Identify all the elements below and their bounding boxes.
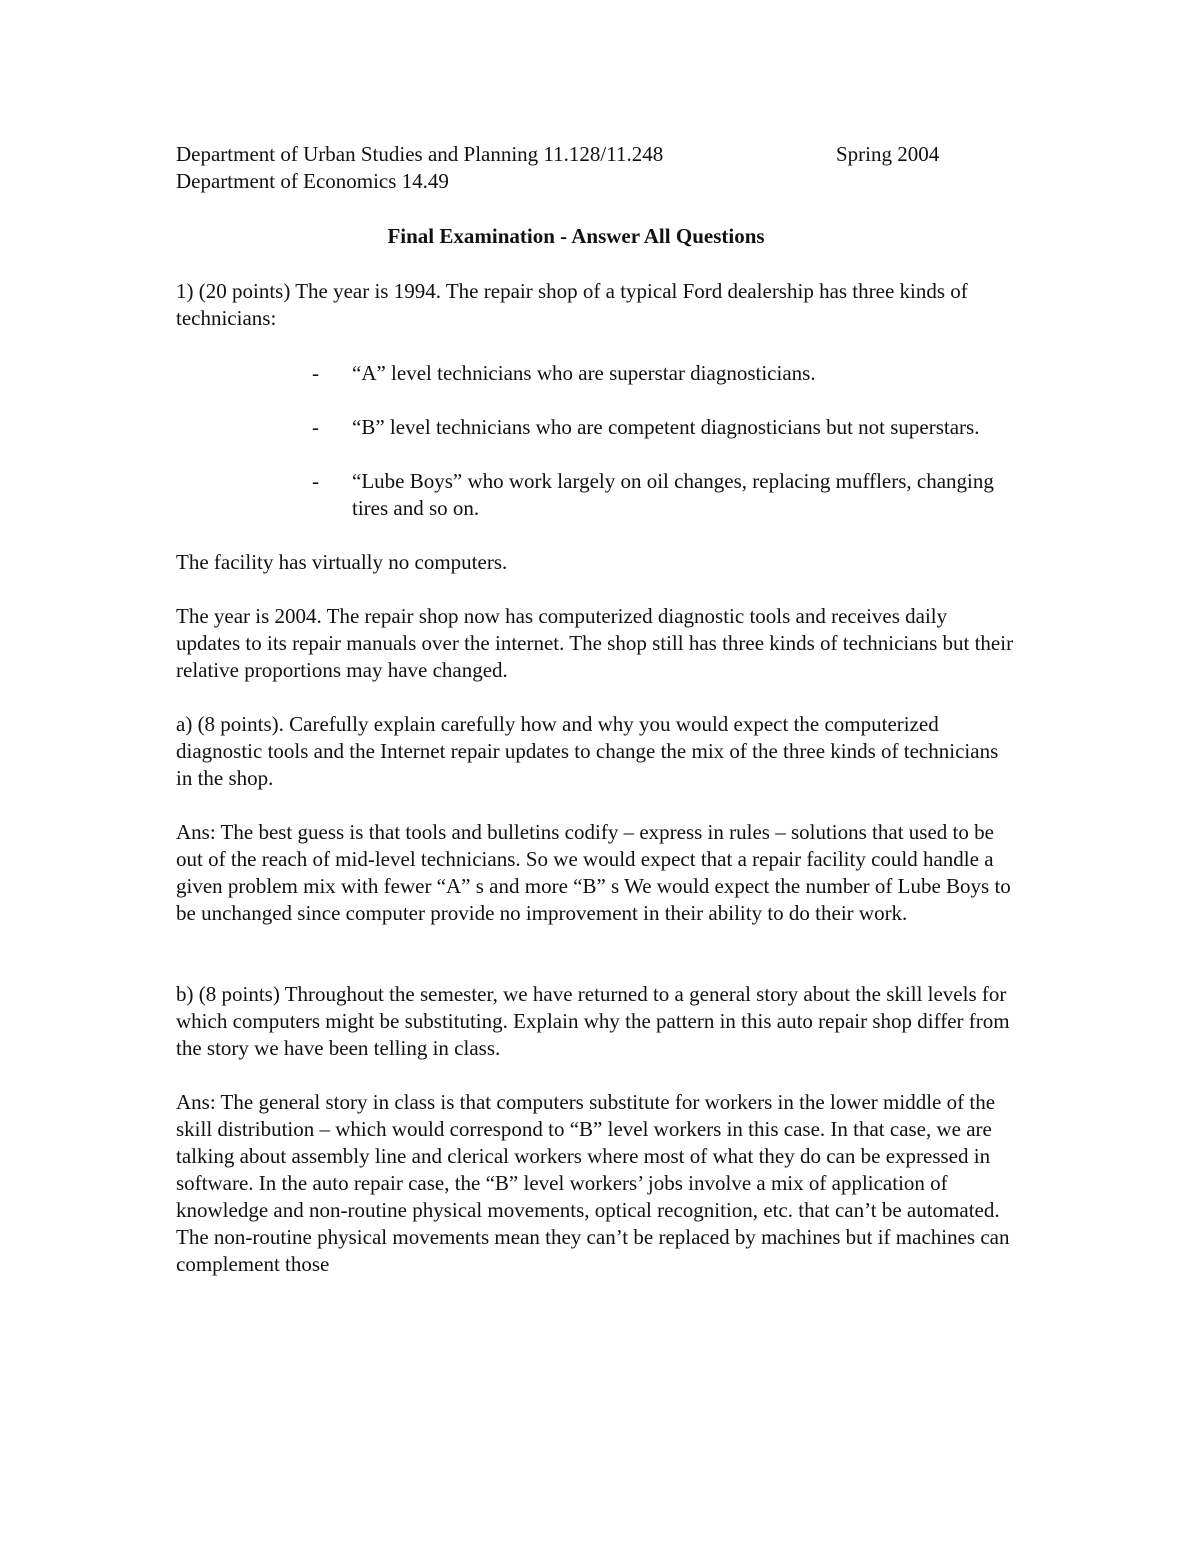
list-item-text: “B” level technicians who are competent diagnosticians but not superstars. xyxy=(352,415,980,439)
dash-marker: - xyxy=(312,415,319,439)
part-b-answer: Ans: The general story in class is that computers substitute for workers in the lower middle of the skill distribution – which would correspond to “B” level workers in this case. In that case, we are talking about assembly line and clerical workers where most of what they do can be expressed in software. In the auto repair case, the “B” level workers’ jobs involve a mix of application of knowledge and non-routine physical movements, optical recognition, etc. that can’t be automated. The non-routine physical movements mean they can’t be replaced by machines but if machines can complement those xyxy=(176,1090,1010,1276)
list-item xyxy=(312,414,1016,441)
term-label: Spring 2004 xyxy=(836,142,940,166)
exam-title: Final Examination - Answer All Questions xyxy=(387,224,765,248)
department-line-2: Department of Economics 14.49 xyxy=(176,169,449,193)
document-body xyxy=(176,141,1016,1278)
header-row xyxy=(176,141,1016,168)
question-1-intro: 1) (20 points) The year is 1994. The repair shop of a typical Ford dealership has three kinds of technicians: xyxy=(176,279,968,330)
part-a-question: a) (8 points). Carefully explain carefully how and why you would expect the computerized diagnostic tools and the Internet repair updates to change the mix of the three kinds of technicians in the shop. xyxy=(176,712,999,790)
list-item-text: “A” level technicians who are superstar diagnosticians. xyxy=(352,361,816,385)
facility-statement: The facility has virtually no computers. xyxy=(176,550,508,574)
list-item-text: “Lube Boys” who work largely on oil changes, replacing mufflers, changing tires and so on. xyxy=(352,469,994,520)
dash-marker: - xyxy=(312,361,319,385)
year-2004-paragraph: The year is 2004. The repair shop now has computerized diagnostic tools and receives daily updates to its repair manuals over the internet. The shop still has three kinds of technicians but their relative proportions may have changed. xyxy=(176,604,1014,682)
part-a-answer: Ans: The best guess is that tools and bulletins codify – express in rules – solutions that used to be out of the reach of mid-level technicians. So we would expect that a repair facility could handle a given problem mix with fewer “A” s and more “B” s We would expect the number of Lube Boys to be unchanged since computer provide no improvement in their ability to do their work. xyxy=(176,820,1011,925)
part-b-question: b) (8 points) Throughout the semester, we have returned to a general story about the skill levels for which computers might be substituting. Explain why the pattern in this auto repair shop differ from the story we have been telling in class. xyxy=(176,982,1010,1060)
list-item xyxy=(312,468,1016,522)
technician-list xyxy=(176,360,1016,522)
department-line-1: Department of Urban Studies and Planning 11.128/11.248 xyxy=(176,142,664,166)
list-item xyxy=(312,360,1016,387)
dash-marker: - xyxy=(312,469,319,493)
